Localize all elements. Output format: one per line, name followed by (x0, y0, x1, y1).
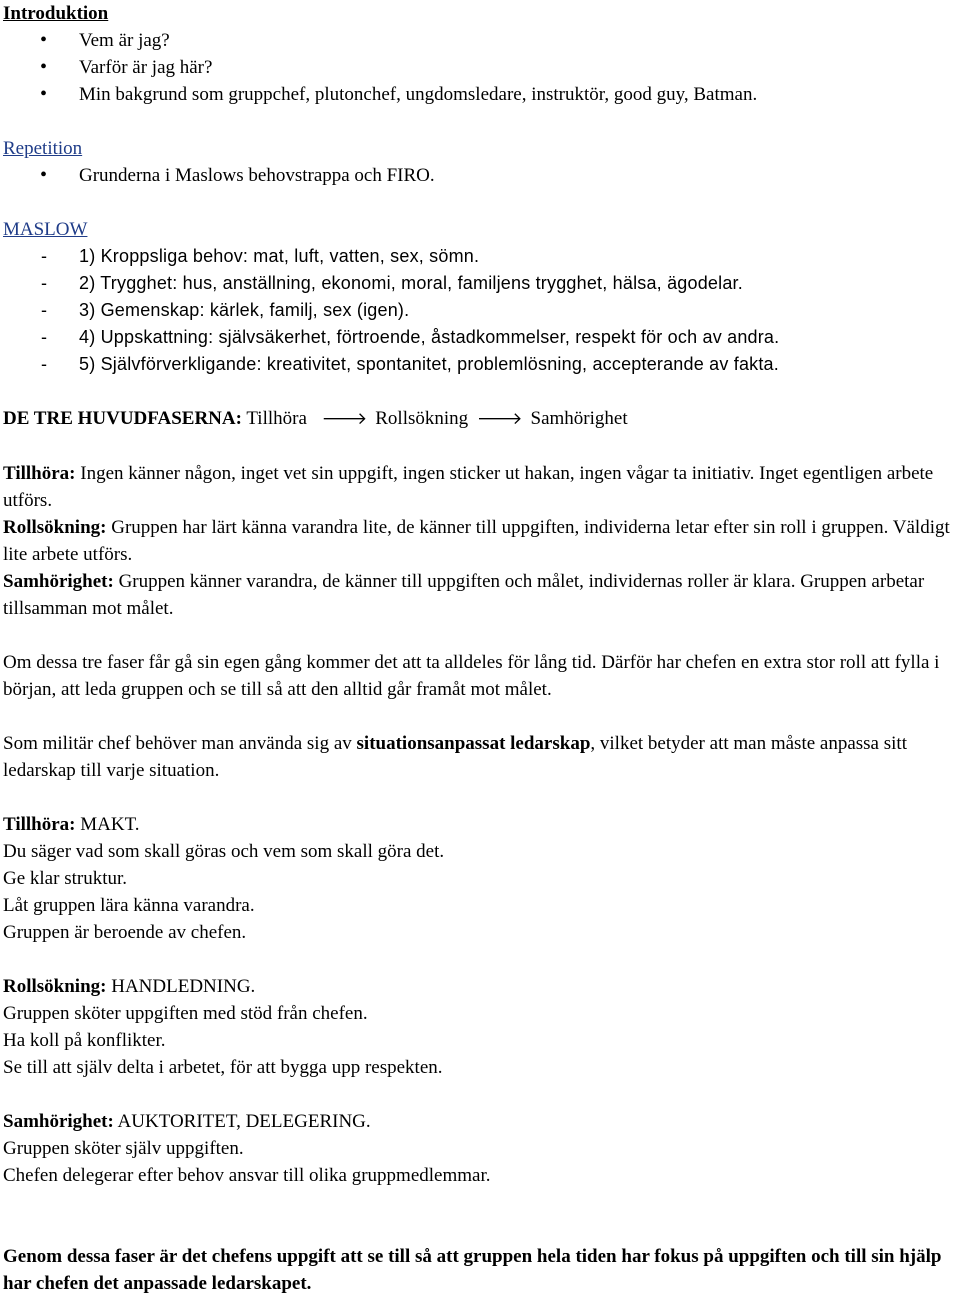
section-line: Ha koll på konflikter. (3, 1030, 166, 1051)
phase-desc-rollsokning (3, 514, 953, 568)
section-line: Gruppen sköter uppgiften med stöd från chefen. (3, 1003, 368, 1024)
phase-tillhora: Tillhöra (246, 408, 307, 429)
phases-label: DE TRE HUVUDFASERNA: (3, 408, 242, 429)
section-rollsokning (3, 973, 953, 1081)
repetition-list (3, 162, 953, 189)
section-title (3, 973, 953, 1000)
section-value: MAKT. (75, 814, 140, 835)
section-samhorighet (3, 1108, 953, 1189)
phases-line (3, 405, 953, 433)
list-item: - 4) Uppskattning: självsäkerhet, förtroende, åstadkommelser, respekt för och av andra. (3, 324, 953, 351)
section-line: Gruppen är beroende av chefen. (3, 922, 247, 943)
phase-samhorighet: Samhörighet (530, 408, 628, 429)
section-line: Se till att själv delta i arbetet, för att bygga upp respekten. (3, 1057, 443, 1078)
maslow-heading: MASLOW (3, 219, 88, 240)
phase-desc-tillhora (3, 460, 953, 514)
phase-desc-label: Samhörighet: (3, 571, 114, 592)
section-label: Tillhöra: (3, 814, 76, 835)
conclusion: Genom dessa faser är det chefens uppgift att se till så att gruppen hela tiden har fokus på uppgiften och till sin hjälp har chefen det anpassade ledarskapet. (3, 1246, 942, 1294)
list-item: - 3) Gemenskap: kärlek, familj, sex (igen). (3, 297, 953, 324)
list-item: - 2) Trygghet: hus, anställning, ekonomi, moral, familjens trygghet, hälsa, ägodelar. (3, 270, 953, 297)
document (3, 0, 953, 1297)
section-line: Chefen delegerar efter behov ansvar till olika gruppmedlemmar. (3, 1165, 491, 1186)
list-item: - 5) Självförverkligande: kreativitet, spontanitet, problemlösning, accepterande av fakta. (3, 351, 953, 378)
paragraph-phases-time: Om dessa tre faser får gå sin egen gång kommer det att ta alldeles för lång tid. Därför har chefen en extra stor roll att fylla i början, att leda gruppen och se till så att den alltid går framåt mot målet. (3, 652, 940, 700)
section-value: HANDLEDNING. (106, 976, 256, 997)
phase-desc-samhorighet (3, 568, 953, 622)
intro-heading: Introduktion (3, 3, 109, 24)
phase-desc-text: Gruppen har lärt känna varandra lite, de känner till uppgiften, individerna letar efter sin roll i gruppen. Väldigt lite arbete utförs. (3, 517, 950, 565)
section-tillhora (3, 811, 953, 946)
list-item: • Grunderna i Maslows behovstrappa och FIRO. (3, 162, 953, 189)
maslow-list (3, 243, 953, 378)
section-line: Du säger vad som skall göras och vem som skall göra det. (3, 841, 445, 862)
phase-desc-label: Tillhöra: (3, 463, 76, 484)
arrow-right-icon: 🡒 (476, 409, 523, 429)
repetition-heading: Repetition (3, 138, 83, 159)
section-line: Gruppen sköter själv uppgiften. (3, 1138, 244, 1159)
list-item: • Varför är jag här? (3, 54, 953, 81)
section-title (3, 1108, 953, 1135)
section-line: Ge klar struktur. (3, 868, 128, 889)
section-value: AUKTORITET, DELEGERING. (113, 1111, 371, 1132)
section-label: Samhörighet: (3, 1111, 114, 1132)
bold-term: situationsanpassat ledarskap (356, 733, 591, 754)
paragraph-situational-leadership (3, 730, 953, 784)
section-label: Rollsökning: (3, 976, 107, 997)
intro-list (3, 27, 953, 108)
section-line: Låt gruppen lära känna varandra. (3, 895, 255, 916)
list-item: • Min bakgrund som gruppchef, plutonchef, ungdomsledare, instruktör, good guy, Batman. (3, 81, 953, 108)
list-item: • Vem är jag? (3, 27, 953, 54)
phase-desc-text: Gruppen känner varandra, de känner till uppgiften och målet, individernas roller är klara. Gruppen arbetar tillsamman mot målet. (3, 571, 925, 619)
list-item: - 1) Kroppsliga behov: mat, luft, vatten, sex, sömn. (3, 243, 953, 270)
text-span: , vilket betyder att man måste anpassa sitt ledarskap till varje situation. (3, 733, 907, 781)
phase-desc-label: Rollsökning: (3, 517, 107, 538)
section-title (3, 811, 953, 838)
phase-desc-text: Ingen känner någon, inget vet sin uppgift, ingen sticker ut hakan, ingen vågar ta initiativ. Inget egentligen arbete utförs. (3, 463, 934, 511)
phase-rollsokning: Rollsökning (375, 408, 469, 429)
text-span: Som militär chef behöver man använda sig av (3, 733, 357, 754)
arrow-right-icon: 🡒 (321, 409, 368, 429)
